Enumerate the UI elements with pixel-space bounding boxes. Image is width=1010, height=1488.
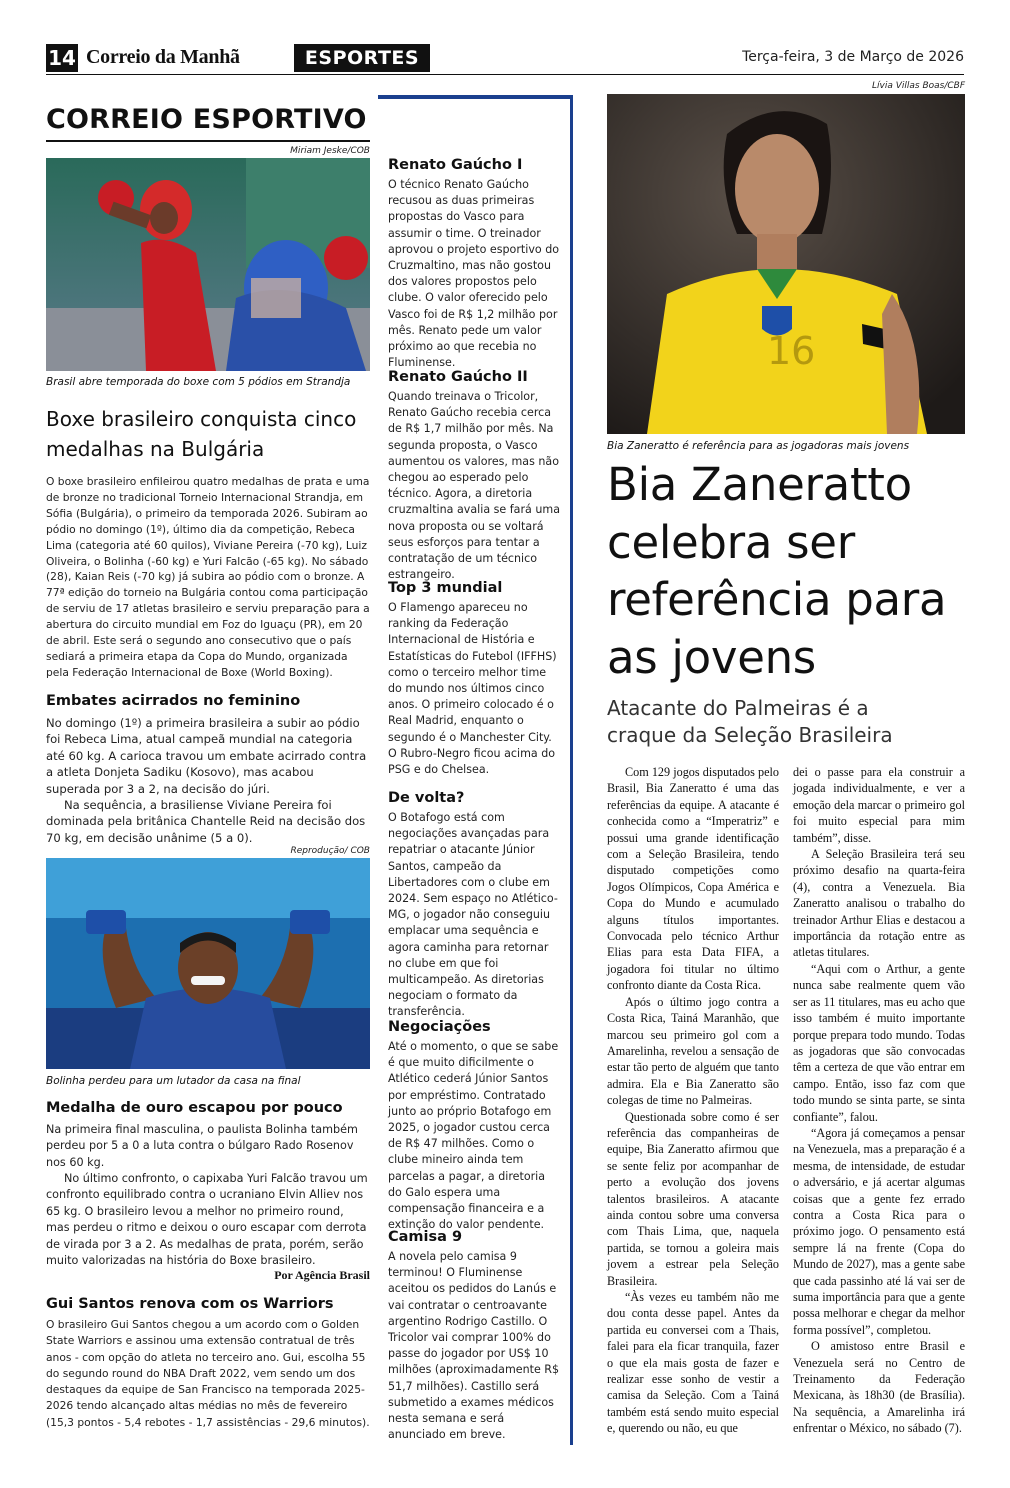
- main-paragraph: O amistoso entre Brasil e Venezuela será no Centro de Treinamento da Federação Mexicana, às 18h30 (de Brasília). Na sequência, a Amarelinha irá enfrentar o México, no sábado (7).: [793, 1339, 965, 1436]
- section3-title: Gui Santos renova com os Warriors: [46, 1296, 334, 1312]
- main-paragraph: Com 129 jogos disputados pelo Brasil, Bia Zaneratto é uma das referências da equipe. A atacante é conhecida como a “Imperatriz” e possui uma grande identificação com a Seleção Brasileira, tendo disputado competições como Jogos Olímpicos, Copa América e Copa do Mundo e acumulado alguns títulos importantes. Convocada pelo técnico Arthur Elias para esta Data FIFA, a jogadora foi titular no último confronto diante da Costa Rica.: [607, 765, 779, 993]
- main-headline: Bia Zaneratto celebra ser referência para as jovens: [607, 458, 947, 684]
- note-title: Top 3 mundial: [388, 580, 503, 596]
- note-item: [388, 580, 560, 790]
- note-text: A novela pelo camisa 9 terminou! O Fluminense aceitou os pedidos do Lanús e vai contratar o centroavante argentino Rodrigo Castillo. O Tricolor vai comprar 100% do passe do jogador por US$ 10 milhões (aproximadamente R$ 51,7 milhões). Castillo será submetido a exames médicos nesta semana e será anunciado em breve.: [388, 1250, 560, 1442]
- section2-p2: No último confronto, o capixaba Yuri Falcão travou um confronto equilibrado contra o ucraniano Elvin Alliev nos 65 kg. O brasileiro levou a melhor no primeiro round, mas perdeu o ritmo e deixou o ouro escapar com derrota de virada por 3 a 2. As medalhas de prata, porém, serão muito valorizadas na história do Boxe brasileiro.: [46, 1172, 368, 1268]
- note-item: [388, 157, 560, 369]
- note-title: Camisa 9: [388, 1229, 463, 1245]
- note-text: Até o momento, o que se sabe é que muito dificilmente o Atlético cederá Júnior Santos por empréstimo. Contratado junto ao próprio Botafogo em 2025, o jogador custou cerca de R$ 47 milhões. Como o clube mineiro ainda tem parcelas a pagar, a diretoria do Galo espera uma compensação financeira e a extinção do valor pendente.: [388, 1040, 559, 1232]
- note-title: De volta?: [388, 790, 465, 806]
- note-title: Renato Gaúcho II: [388, 369, 528, 385]
- bia-zaneratto-photo: [607, 94, 965, 434]
- page-number: 14: [46, 44, 78, 72]
- note-item: [388, 1019, 560, 1232]
- issue-date: Terça-feira, 3 de Março de 2026: [742, 49, 964, 65]
- newspaper-name: Correio da Manhã: [86, 46, 240, 68]
- section-tag: ESPORTES: [294, 44, 430, 72]
- section1-p1: No domingo (1º) a primeira brasileira a subir ao pódio foi Rebeca Lima, atual campeã mundial na categoria até 60 kg. A carioca travou um embate acirrado contra a atleta Donjeta Sadiku (Kosovo), mas acabou superada por 3 a 2, na decisão do júri.: [46, 716, 367, 796]
- photo1-caption: Brasil abre temporada do boxe com 5 pódios em Strandja: [46, 376, 351, 388]
- photo1-credit: Miriam Jeske/COB: [290, 146, 370, 156]
- main-paragraph: “Aqui com o Arthur, a gente nunca sabe realmente quem vão ser as 11 titulares, mas eu acho que isso também é muito importante porque prepara todo mundo. Todas as jogadoras que são convocadas têm a certeza de que vão entrar em campo. Então, isso faz com que todo mundo se sinta parte, se sinta confiante”, falou.: [793, 961, 965, 1124]
- note-title: Renato Gaúcho I: [388, 157, 523, 173]
- photo2-credit: Reprodução/ COB: [290, 846, 370, 856]
- section1-p2: Na sequência, a brasiliense Viviane Pereira foi dominada pela britânica Chantelle Reid na decisão dos 70 kg, em decisão unânime (5 a 0).: [46, 798, 366, 845]
- note-item: [388, 1229, 560, 1443]
- notes-vertical-rule: [570, 95, 573, 1445]
- header-rule: [46, 74, 964, 75]
- note-title: Negociações: [388, 1019, 491, 1035]
- section3-p1: O brasileiro Gui Santos chegou a um acordo com o Golden State Warriors e assinou uma extensão contratual de três anos - com opção do atleta no terceiro ano. Gui, escolha 55 do segundo round do NBA Draft 2022, vem sendo um dos destaques da equipe de San Francisco na temporada 2025-2026 tendo alcançado altas médias no mês de fevereiro (15,3 pontos - 5,4 rebotes - 1,7 assistências - 29,6 minutos).: [46, 1318, 370, 1429]
- note-text: Quando treinava o Tricolor, Renato Gaúcho recebia cerca de R$ 1,7 milhão por mês. Na segunda proposta, o Vasco aumentou os valores, mas não chegou ao esperado pelo técnico. Agora, a diretoria cruzmaltina avalia se fará uma nova proposta ou se voltará seus esforços para tentar a contratação de um técnico estrangeiro.: [388, 390, 560, 582]
- notes-column: [388, 157, 560, 1443]
- boxing-photo: [46, 158, 370, 371]
- note-text: O Botafogo está com negociações avançadas para repatriar o atacante Júnior Santos, campeão da Libertadores com o clube em 2024. Sem espaço no Atlético-MG, o jogador não conseguiu emplacar uma sequência e agora caminha para retornar no clube em que foi multicampeão. As diretorias negociam o formato da transferência.: [388, 811, 558, 1019]
- byline: Por Agência Brasil: [274, 1268, 370, 1282]
- section2-p1: Na primeira final masculina, o paulista Bolinha também perdeu por 5 a 0 a luta contra o búlgaro Rado Rosenov nos 60 kg.: [46, 1123, 358, 1169]
- main-paragraph: A Seleção Brasileira terá seu próximo desafio na quarta-feira (4), contra a Venezuela. Bia Zaneratto analisou o trabalho do treinador Arthur Elias e destacou a importância da rotação entre as atletas titulares.: [793, 847, 965, 960]
- main-paragraph: Questionada sobre como é ser referência das companheiras de equipe, Bia Zaneratto afirmou que se sente feliz por acompanhar de perto a evolução dos jovens talentos brasileiros. A atacante ainda contou sobre uma conversa com Thais Lima, que, naquela partida, se tornou a goleira mais jovem a estrear pela Seleção Brasileira.: [607, 1109, 779, 1288]
- main-story-col1: [607, 764, 779, 1437]
- main-paragraph: “Agora já começamos a pensar na Venezuela, mas a preparação é a mesma, de intensidade, de estudar o adversário, e já acertar algumas coisas que a gente fez errado contra a Costa Rica para o próximo jogo. O pensamento está sempre lá na frente (Copa do Mundo de 2027), mas a gente sabe que cada passinho até lá vai ser de suma importância para que a gente possa melhorar e chegar da melhor forma possível”, completou.: [793, 1125, 965, 1337]
- note-item: [388, 790, 560, 1019]
- section2-title: Medalha de ouro escapou por pouco: [46, 1100, 343, 1116]
- column-kicker: CORREIO ESPORTIVO: [46, 104, 367, 135]
- notes-top-rule: [378, 95, 572, 99]
- bolinha-photo: [46, 858, 370, 1069]
- note-text: O técnico Renato Gaúcho recusou as duas primeiras propostas do Vasco para assumir o time. O treinador aprovou o projeto esportivo do Cruzmaltino, mas não gostou dos valores propostos pelo clube. O valor oferecido pelo Vasco foi de R$ 1,2 milhão por mês. Renato pede um valor próximo ao que recebia no Fluminense.: [388, 178, 560, 370]
- boxing-lead: O boxe brasileiro enfileirou quatro medalhas de prata e uma de bronze no tradicional Torneio Internacional Strandja, em Sófia (Bulgária), o primeiro da temporada 2026. Subiram ao pódio no domingo (1º), último dia da competição, Rebeca Lima (categoria até 60 quilos), Viviane Pereira (-70 kg), Luiz Oliveira, o Bolinha (-60 kg) e Yuri Falcão (-65 kg). No sábado (28), Kaian Reis (-70 kg) já subira ao pódio com o bronze. A 77ª edição do torneio na Bulgária contou coma participação de serviu de 17 atletas brasileiro e serviu preparação para a abertura do circuito mundial em Foz do Iguaçu (PR), em 20 de abril. Este será o segundo ano consecutivo que o país sediará a primeira etapa da Copa do Mundo, organizada pela Federação Internacional de Boxe (World Boxing).: [46, 475, 370, 679]
- photo2-caption: Bolinha perdeu para um lutador da casa na final: [46, 1075, 301, 1087]
- main-photo-caption: Bia Zaneratto é referência para as jogadoras mais jovens: [607, 440, 910, 452]
- main-paragraph: Após o último jogo contra a Costa Rica, Tainá Maranhão, que marcou seu primeiro gol com a Amarelinha, revelou a sensação de estar tão perto de alguém que tanto admira. Ela e Bia Zaneratto são colegas de time no Palmeiras.: [607, 994, 779, 1108]
- boxing-headline: Boxe brasileiro conquista cinco medalhas na Bulgária: [46, 407, 357, 461]
- main-paragraph: “Às vezes eu também não me dou conta desse papel. Antes da partida eu conversei com a Thais, falei para ela ficar tranquila, fazer o que ela mais gosta de fazer e realizar esse sonho de vestir a camisa da Seleção. Com a Tainá também está sendo muito especial e, querendo ou não, eu que: [607, 1290, 779, 1436]
- kicker-rule: [46, 140, 370, 142]
- note-item: [388, 369, 560, 580]
- main-story-col2: [793, 764, 965, 1437]
- main-photo-credit: Lívia Villas Boas/CBF: [872, 81, 965, 91]
- main-paragraph: dei o passe para ela construir a jogada individualmente, e ver a emoção dela marcar o primeiro gol foi muito especial para mim também”, disse.: [793, 765, 965, 845]
- main-subtitle: Atacante do Palmeiras é a craque da Seleção Brasileira: [607, 696, 893, 747]
- note-text: O Flamengo apareceu no ranking da Federação Internacional de História e Estatísticas do Futebol (IFFHS) como o terceiro melhor time do mundo nos últimos cinco anos. O primeiro colocado é o Real Madrid, enquanto o segundo é o Manchester City. O Rubro-Negro ficou acima do PSG e do Chelsea.: [388, 601, 557, 777]
- shirt-number: 16: [767, 329, 816, 373]
- section1-title: Embates acirrados no feminino: [46, 693, 301, 709]
